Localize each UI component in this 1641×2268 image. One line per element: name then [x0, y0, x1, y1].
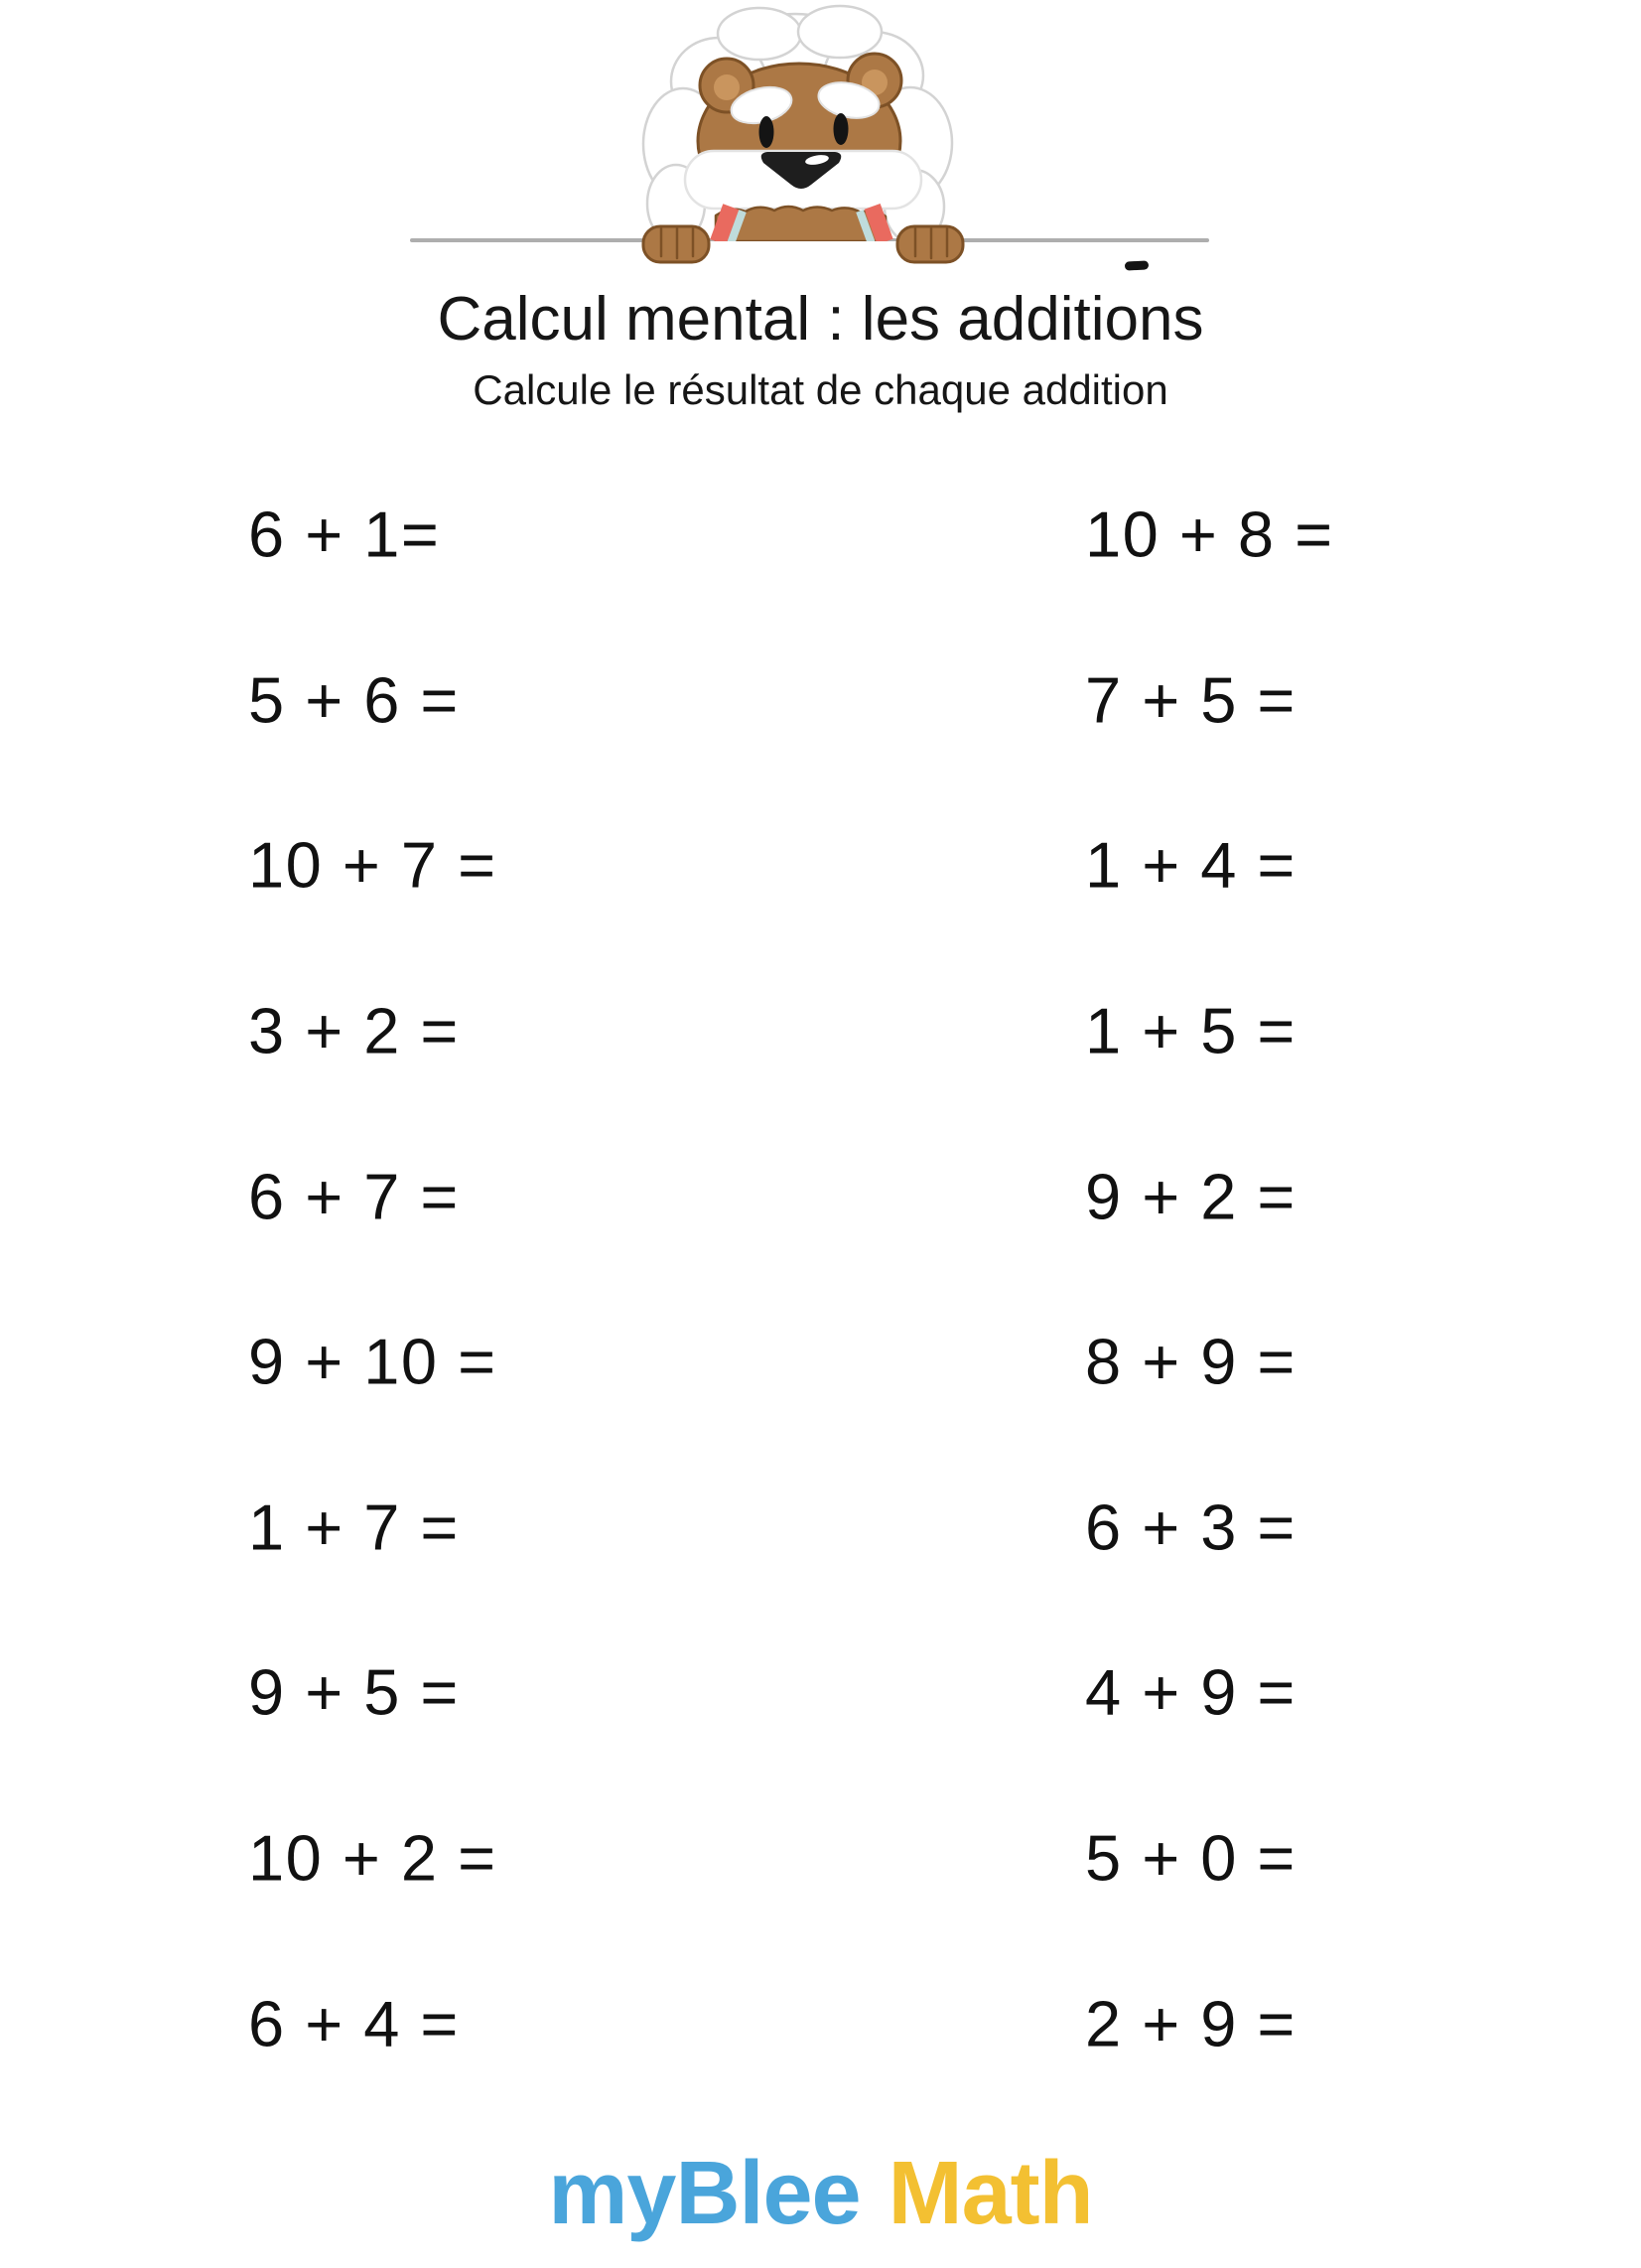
problem-right-5: 9 + 2 = — [1085, 1160, 1297, 1233]
problem-row — [0, 618, 1641, 783]
problem-left-4: 3 + 2 = — [248, 994, 460, 1067]
page-subtitle: Calcule le résultat de chaque addition — [473, 366, 1168, 413]
problem-left-9: 10 + 2 = — [248, 1821, 497, 1895]
problem-left-2: 5 + 6 = — [248, 663, 460, 737]
mascot-eye-left — [759, 116, 774, 148]
problem-row — [0, 782, 1641, 948]
mascot-eye-right — [834, 113, 849, 145]
small-dash-mark — [1125, 260, 1149, 270]
problems-grid — [0, 452, 1641, 2106]
problem-row — [0, 1113, 1641, 1279]
problem-left-10: 6 + 4 = — [248, 1987, 460, 2060]
einstein-bear-mascot — [614, 2, 973, 270]
problem-left-7: 1 + 7 = — [248, 1490, 460, 1564]
problem-right-1: 10 + 8 = — [1085, 497, 1334, 571]
problem-right-8: 4 + 9 = — [1085, 1655, 1297, 1729]
brand-logo — [0, 2145, 1641, 2243]
problem-row — [0, 1940, 1641, 2106]
logo-text-blee: Blee — [675, 2144, 861, 2243]
problem-row — [0, 1610, 1641, 1775]
problem-left-1: 6 + 1= — [248, 497, 441, 571]
problem-right-4: 1 + 5 = — [1085, 994, 1297, 1067]
problem-right-9: 5 + 0 = — [1085, 1821, 1297, 1895]
problem-left-8: 9 + 5 = — [248, 1655, 460, 1729]
problem-left-5: 6 + 7 = — [248, 1160, 460, 1233]
problem-row — [0, 452, 1641, 618]
problem-right-7: 6 + 3 = — [1085, 1490, 1297, 1564]
problem-right-10: 2 + 9 = — [1085, 1987, 1297, 2060]
page-title: Calcul mental : les additions — [437, 285, 1204, 354]
problem-right-2: 7 + 5 = — [1085, 663, 1297, 737]
problem-left-6: 9 + 10 = — [248, 1325, 497, 1398]
problem-row — [0, 948, 1641, 1114]
problem-right-6: 8 + 9 = — [1085, 1325, 1297, 1398]
problem-row — [0, 1775, 1641, 1941]
problem-row — [0, 1279, 1641, 1445]
problem-left-3: 10 + 7 = — [248, 828, 497, 902]
problem-right-3: 1 + 4 = — [1085, 828, 1297, 902]
logo-text-my: my — [548, 2144, 676, 2243]
problem-row — [0, 1445, 1641, 1611]
logo-text-math: Math — [888, 2144, 1093, 2243]
